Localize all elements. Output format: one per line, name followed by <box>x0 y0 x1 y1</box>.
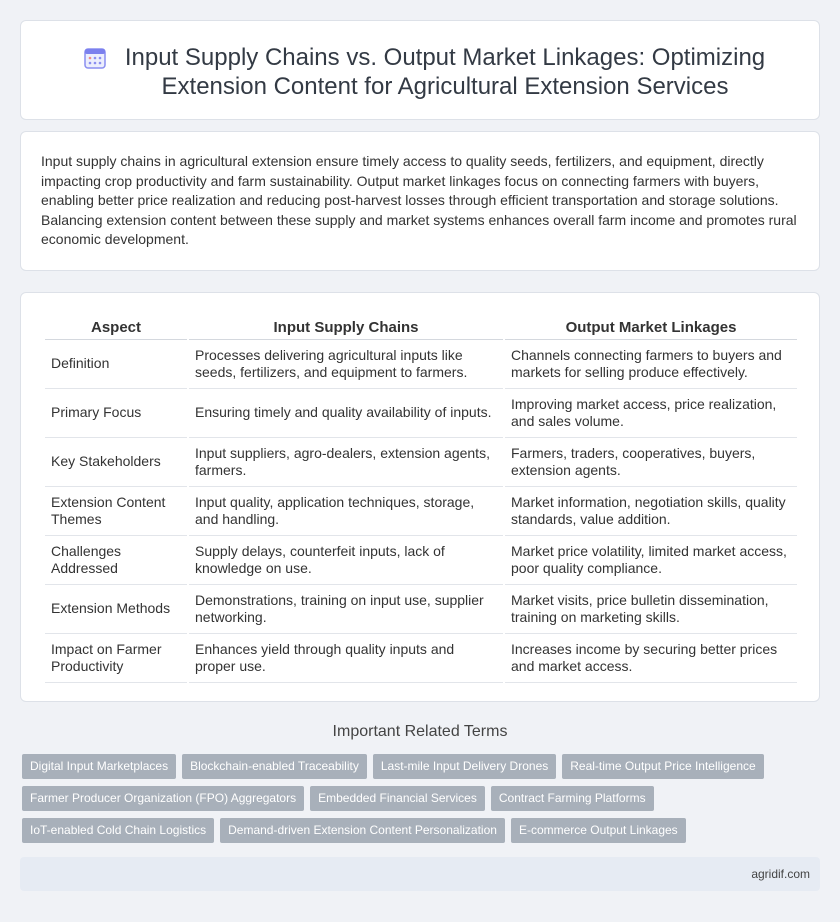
row-input: Input quality, application techniques, storage, and handling. <box>189 487 503 536</box>
row-aspect: Primary Focus <box>45 389 187 438</box>
related-term-tag[interactable]: Digital Input Marketplaces <box>22 754 176 779</box>
related-term-tag[interactable]: Blockchain-enabled Traceability <box>182 754 367 779</box>
related-term-tag[interactable]: Last-mile Input Delivery Drones <box>373 754 556 779</box>
row-output: Farmers, traders, cooperatives, buyers, extension agents. <box>505 438 797 487</box>
related-term-tag[interactable]: Demand-driven Extension Content Personalization <box>220 818 505 843</box>
title-card <box>20 20 820 120</box>
related-terms-list <box>22 754 802 843</box>
related-term-tag[interactable]: Farmer Producer Organization (FPO) Aggregators <box>22 786 304 811</box>
row-output: Improving market access, price realization, and sales volume. <box>505 389 797 438</box>
row-aspect: Definition <box>45 340 187 389</box>
related-term-tag[interactable]: Embedded Financial Services <box>310 786 485 811</box>
row-aspect: Challenges Addressed <box>45 536 187 585</box>
header-output-market-linkages: Output Market Linkages <box>505 315 797 340</box>
related-terms-title: Important Related Terms <box>332 723 508 740</box>
table-header-row <box>45 315 797 340</box>
table-row <box>45 585 797 634</box>
row-input: Ensuring timely and quality availability of inputs. <box>189 389 503 438</box>
table-row <box>45 487 797 536</box>
table-row <box>45 340 797 389</box>
row-input: Demonstrations, training on input use, supplier networking. <box>189 585 503 634</box>
table-row <box>45 536 797 585</box>
row-output: Market visits, price bulletin dissemination, training on marketing skills. <box>505 585 797 634</box>
row-aspect: Extension Content Themes <box>45 487 187 536</box>
table-row <box>45 438 797 487</box>
summary-card <box>20 131 820 271</box>
related-term-tag[interactable]: E-commerce Output Linkages <box>511 818 686 843</box>
footer-site-link[interactable]: agridif.com <box>751 867 810 881</box>
row-output: Channels connecting farmers to buyers and markets for selling produce effectively. <box>505 340 797 389</box>
row-input: Processes delivering agricultural inputs like seeds, fertilizers, and equipment to farmers. <box>189 340 503 389</box>
comparison-table <box>43 315 799 683</box>
row-input: Input suppliers, agro-dealers, extension agents, farmers. <box>189 438 503 487</box>
summary-text: Input supply chains in agricultural extension ensure timely access to quality seeds, fertilizers, and equipment, directly impacting crop productivity and farm sustainability. Output market linkages focus on connecting farmers with buyers, enabling better price realization and reducing post-harvest losses through efficient transportation and storage solutions. Balancing extension content between these supply and market systems enhances overall farm income and promotes rural economic development. <box>41 153 797 248</box>
table-row <box>45 634 797 683</box>
related-term-tag[interactable]: Contract Farming Platforms <box>491 786 654 811</box>
header-aspect: Aspect <box>45 315 187 340</box>
row-aspect: Extension Methods <box>45 585 187 634</box>
row-output: Increases income by securing better prices and market access. <box>505 634 797 683</box>
page-title: Input Supply Chains vs. Output Market Linkages: Optimizing Extension Content for Agricultural Extension Services <box>124 44 766 100</box>
row-output: Market price volatility, limited market access, poor quality compliance. <box>505 536 797 585</box>
row-input: Supply delays, counterfeit inputs, lack of knowledge on use. <box>189 536 503 585</box>
header-input-supply-chains: Input Supply Chains <box>189 315 503 340</box>
row-input: Enhances yield through quality inputs and proper use. <box>189 634 503 683</box>
footer-bar <box>20 857 820 891</box>
related-term-tag[interactable]: Real-time Output Price Intelligence <box>562 754 763 779</box>
row-output: Market information, negotiation skills, quality standards, value addition. <box>505 487 797 536</box>
row-aspect: Key Stakeholders <box>45 438 187 487</box>
related-term-tag[interactable]: IoT-enabled Cold Chain Logistics <box>22 818 214 843</box>
comparison-table-card <box>20 292 820 702</box>
row-aspect: Impact on Farmer Productivity <box>45 634 187 683</box>
table-row <box>45 389 797 438</box>
